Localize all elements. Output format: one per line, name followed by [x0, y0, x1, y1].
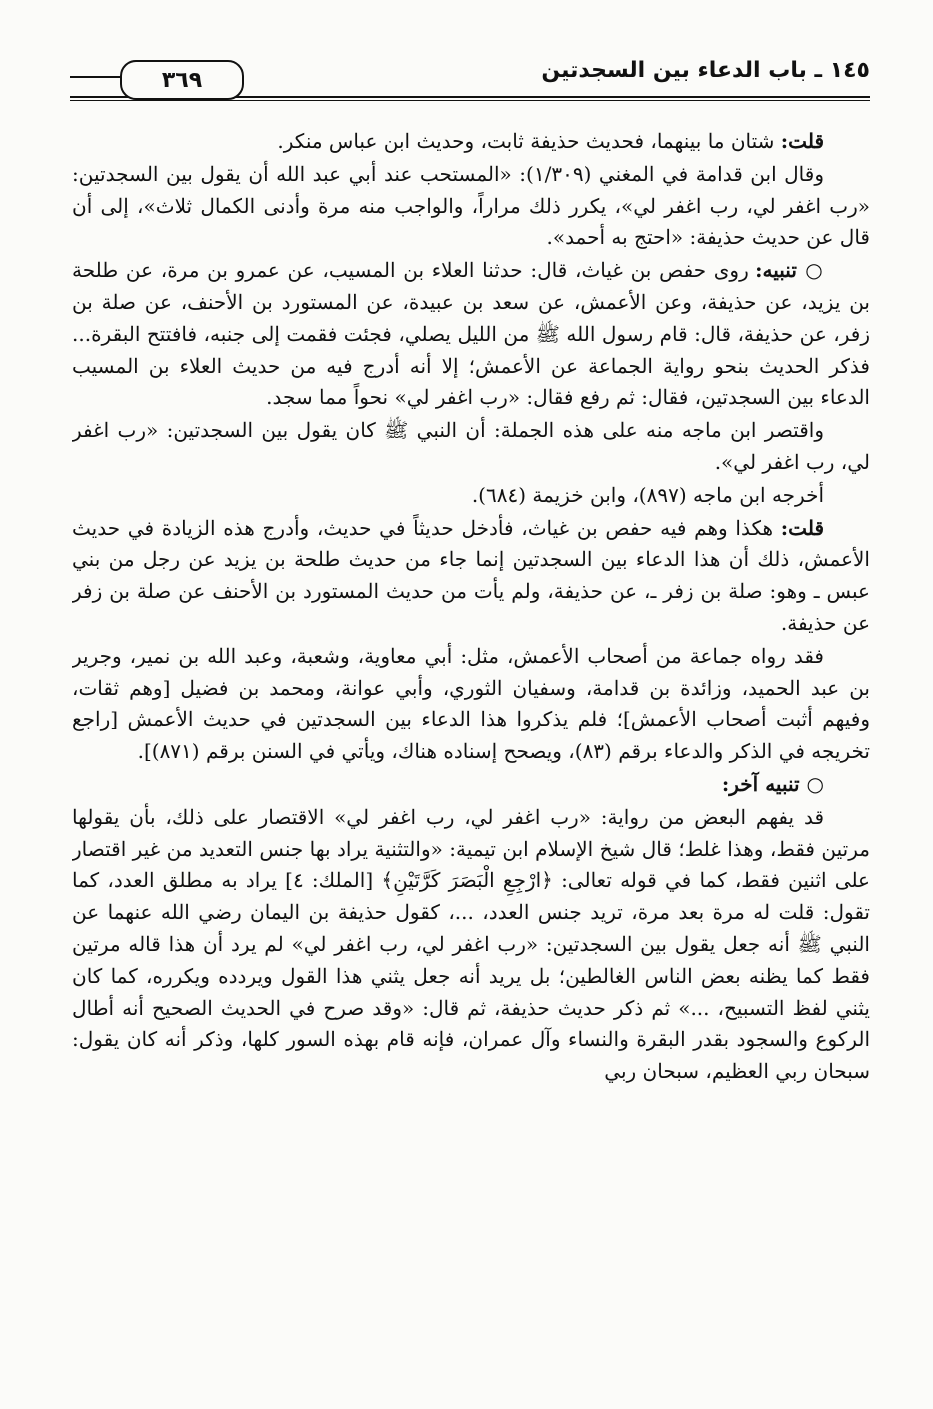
chapter-title: ١٤٥ ـ باب الدعاء بين السجدتين — [541, 58, 870, 83]
paragraph-label: قلت: — [780, 515, 824, 540]
paragraph — [72, 126, 870, 158]
paragraph-text: شتان ما بينهما، فحديث حذيفة ثابت، وحديث ابن عباس منكر. — [277, 129, 781, 153]
paragraph-label: ○ تنبيه آخر: — [721, 771, 824, 796]
paragraph-text: روى حفص بن غياث، قال: حدثنا العلاء بن المسيب، عن عمرو بن مرة، عن طلحة بن يزيد، عن حذيفة، وعن الأعمش، عن سعد بن عبيدة، عن المستورد بن الأحنف، عن صلة بن زفر، عن حذيفة، قال: قام رسول الله ﷺ من الليل يصلي، فجئت فقمت إلى جنبه، فافتتح البقرة... فذكر الحديث بنحو رواية الجماعة عن الأعمش؛ إلا أنه أدرج فيه من حديث العلاء بن المسيب الدعاء بين السجدتين، فقال: ثم رفع فقال: «رب اغفر لي» نحواً مما سجد. — [72, 258, 870, 410]
paragraph — [72, 255, 870, 414]
paragraph-text: واقتصر ابن ماجه منه على هذه الجملة: أن النبي ﷺ كان يقول بين السجدتين: «رب اغفر لي، رب اغفر لي». — [72, 418, 870, 474]
page-number: ٣٦٩ — [161, 67, 203, 93]
paragraph — [72, 480, 870, 512]
paragraph — [72, 159, 870, 254]
paragraph — [72, 641, 870, 768]
paragraph-text: هكذا وهم فيه حفص بن غياث، فأدخل حديثاً في حديث، وأدرج هذه الزيادة في حديث الأعمش، ذلك أن هذا الدعاء بين السجدتين إنما جاء من حديث طلحة بن يزيد عن رجل من بني عبس ـ وهو: صلة بن زفر ـ، عن حذيفة، ولم يأت من حديث المستورد بن الأحنف عن صلة بن زفر عن حذيفة. — [72, 515, 870, 635]
paragraph-text: قد يفهم البعض من رواية: «رب اغفر لي، رب اغفر لي» الاقتصار على ذلك، بأن يقولها مرتين فقط، وهذا غلط؛ قال شيخ الإسلام ابن تيمية: «والتثنية يراد بها جنس التعديد من غير اقتصار على اثنين فقط، كما في قوله تعالى: ﴿ارْجِعِ الْبَصَرَ كَرَّتَيْنِ﴾ [الملك: ٤] يراد به مطلق العدد، كما تقول: قلت له مرة بعد مرة، تريد جنس العدد، ...، كقول حذيفة بن اليمان رضي الله عنهما عن النبي ﷺ أنه جعل يقول بين السجدتين: «رب اغفر لي، رب اغفر لي» لم يرد أن هذا قاله مرتين فقط كما يظنه بعض الناس الغالطين؛ بل يريد أنه جعل يثني هذا القول ويردده ويكرره، كما كان يثني لفظ التسبيح، ...» ثم ذكر حديث حذيفة، ثم قال: «وقد صرح في الحديث الصحيح أنه أطال الركوع والسجود بقدر البقرة والنساء وآل عمران، فإنه قام بهذه السور كلها، وذكر أنه كان يقول: سبحان ربي العظيم، سبحان ربي — [72, 804, 870, 1084]
paragraph — [72, 513, 870, 640]
paragraph — [72, 415, 870, 479]
header-rule-left — [70, 76, 120, 78]
paragraph-text: أخرجه ابن ماجه (٨٩٧)، وابن خزيمة (٦٨٤). — [471, 482, 824, 507]
paragraph-label: قلت: — [780, 129, 824, 153]
page-header — [70, 40, 870, 110]
body-text — [72, 126, 870, 1401]
page-number-frame — [120, 60, 244, 100]
paragraph-label: ○ تنبيه: — [755, 258, 824, 283]
paragraph — [72, 769, 870, 801]
paragraph — [72, 802, 870, 1088]
paragraph-text: فقد رواه جماعة من أصحاب الأعمش، مثل: أبي معاوية، وشعبة، وعبد الله بن نمير، وجرير بن عبد الحميد، وزائدة بن قدامة، وسفيان الثوري، وأبي عوانة، ومحمد بن فضيل [وهم ثقات، وفيهم أثبت أصحاب الأعمش]؛ فلم يذكروا هذا الدعاء بين السجدتين في حديث الأعمش [راجع تخريجه في الذكر والدعاء برقم (٨٣)، ويصحح إسناده هناك، ويأتي في السنن برقم (٨٧١)]. — [72, 643, 870, 764]
paragraph-text: وقال ابن قدامة في المغني (١/٣٠٩): «المستحب عند أبي عبد الله أن يقول بين السجدتين: «رب اغفر لي، رب اغفر لي»، يكرر ذلك مراراً، والواجب منه مرة وأدنى الكمال ثلاث»، إلى أن قال عن حديث حذيفة: «احتج به أحمد». — [72, 161, 870, 250]
